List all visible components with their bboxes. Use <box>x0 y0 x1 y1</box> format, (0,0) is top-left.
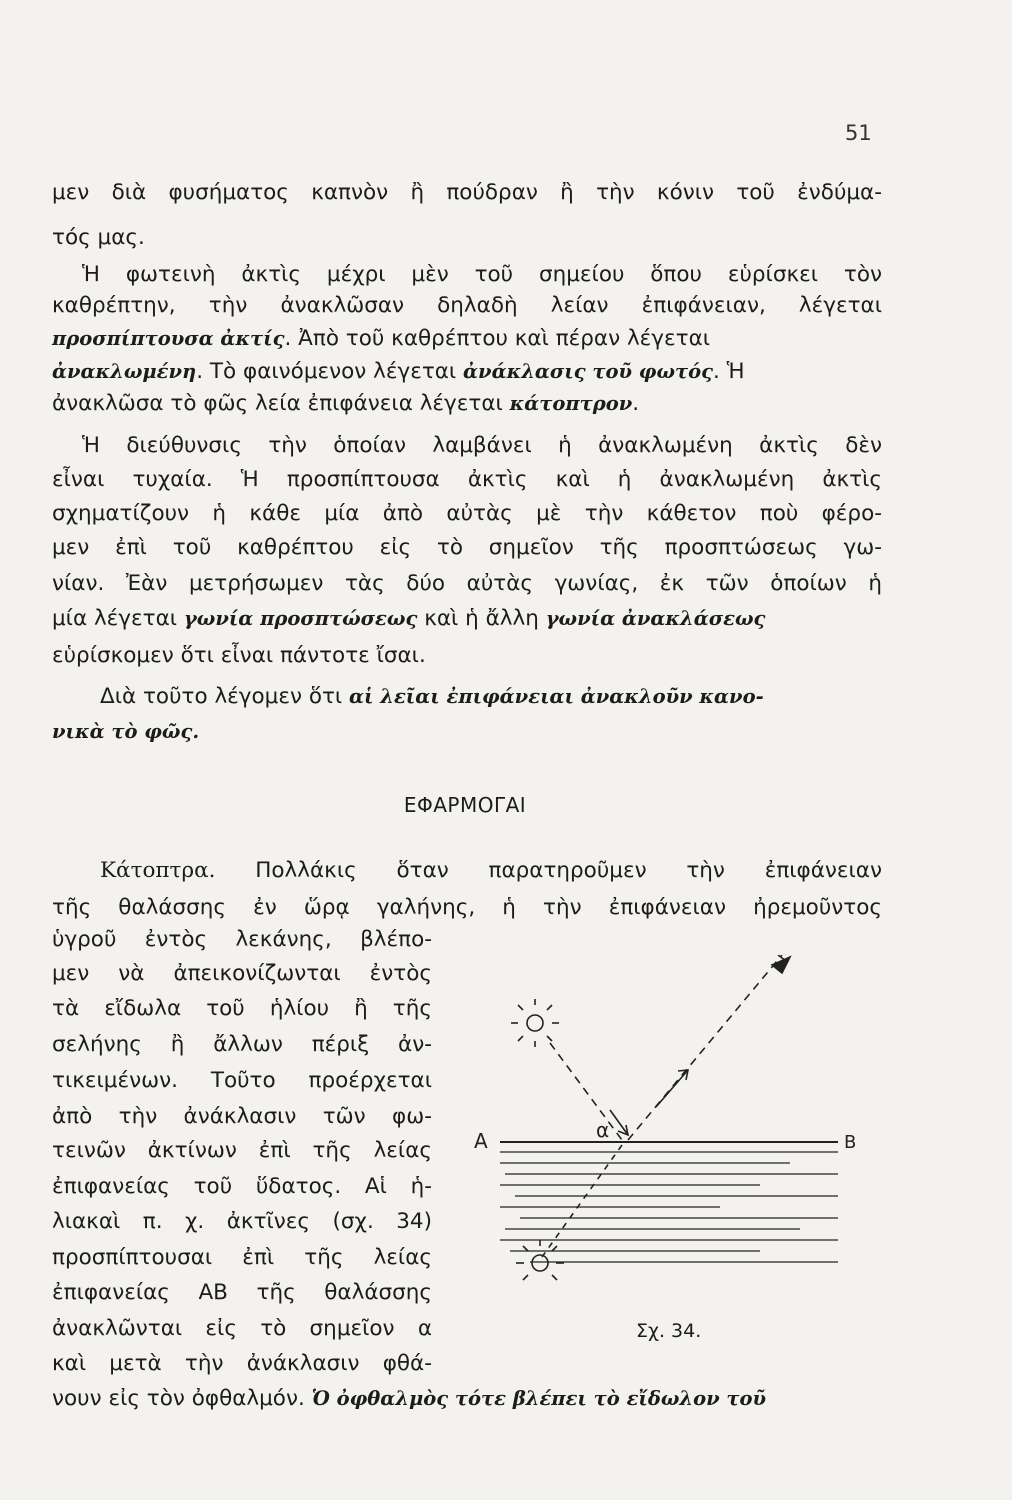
side-line-5: τικειμένων. Τοῦτο προέρχεται <box>52 1068 432 1093</box>
label-b: Β <box>844 1132 857 1153</box>
figure-caption: Σχ. 34. <box>636 1320 702 1342</box>
term-mirror: κάτοπτρον <box>509 392 633 415</box>
term-incident-ray: προσπίπτουσα ἀκτίς <box>52 327 285 350</box>
text-line-19-start: νουν εἰς τὸν ὀφθαλμόν. <box>52 1386 312 1411</box>
text-line-5-rest: . Ἀπὸ τοῦ καθρέπτου καὶ πέραν λέγεται <box>284 326 711 351</box>
text-line-15-start: Διὰ τοῦτο λέγομεν ὅτι <box>100 684 350 709</box>
text-line-6 <box>52 357 745 387</box>
text-line-11: μεν ἐπὶ τοῦ καθρέπτου εἰς τὸ σημεῖον τῆς προσπτώσεως γω- <box>52 535 882 560</box>
side-line-13: καὶ μετὰ τὴν ἀνάκλασιν φθά- <box>52 1351 432 1376</box>
side-line-1: ὑγροῦ ἐντὸς λεκάνης, βλέπο- <box>52 927 432 952</box>
text-line-19-emphasis: Ὁ ὀφθαλμὸς τότε βλέπει τὸ εἴδωλον τοῦ <box>311 1387 767 1410</box>
side-line-7: τεινῶν ἀκτίνων ἐπὶ τῆς λείας <box>52 1138 432 1163</box>
text-line-13-mid: καὶ ἡ ἄλλη <box>417 606 546 631</box>
text-line-8: Ἡ διεύθυνσις τὴν ὁποίαν λαμβάνει ἡ ἀνακλωμένη ἀκτὶς δὲν <box>82 433 882 458</box>
text-line-12: νίαν. Ἐὰν μετρήσωμεν τὰς δύο αὐτὰς γωνίας, ἐκ τῶν ὁποίων ἡ <box>52 571 882 596</box>
text-line-3: Ἡ φωτεινὴ ἀκτὶς μέχρι μὲν τοῦ σημείου ὅπου εὑρίσκει τὸν <box>82 262 882 287</box>
side-line-9: λιακαὶ π. χ. ἀκτῖνες (σχ. 34) <box>52 1209 432 1234</box>
text-line-2: τός μας. <box>52 225 145 250</box>
text-line-15 <box>100 682 764 712</box>
figure-34 <box>460 955 890 1285</box>
text-line-13 <box>52 604 765 634</box>
sun-image-icon <box>516 1240 564 1280</box>
term-reflection-of-light: ἀνάκλασις τοῦ φωτός <box>463 360 714 383</box>
law-statement: αἱ λεῖαι ἐπιφάνειαι ἀνακλοῦν κανο- <box>349 685 764 708</box>
text-line-7-end: . <box>632 391 640 416</box>
text-line-17 <box>100 856 882 886</box>
law-statement-end: νικὰ τὸ φῶς. <box>52 720 200 743</box>
term-angle-of-incidence: γωνία προσπτώσεως <box>183 607 418 630</box>
eye-icon <box>772 955 790 973</box>
text-line-18: τῆς θαλάσσης ἐν ὥρᾳ γαλήνης, ἡ τὴν ἐπιφάνειαν ἠρεμοῦντος <box>52 895 882 920</box>
text-line-4: καθρέπτην, τὴν ἀνακλῶσαν δηλαδὴ λείαν ἐπιφάνειαν, λέγεται <box>52 293 882 318</box>
side-line-12: ἀνακλῶνται εἰς τὸ σημεῖον α <box>52 1316 432 1341</box>
text-line-7 <box>52 389 639 419</box>
side-line-10: προσπίπτουσαι ἐπὶ τῆς λείας <box>52 1245 432 1270</box>
side-line-8: ἐπιφανείας τοῦ ὕδατος. Αἱ ἡ- <box>52 1174 432 1199</box>
text-line-6-end: . Ἡ <box>713 359 745 384</box>
sun-icon <box>511 999 559 1047</box>
text-line-14: εὑρίσκομεν ὅτι εἶναι πάντοτε ἴσαι. <box>52 643 426 668</box>
text-line-13-start: μία λέγεται <box>52 606 184 631</box>
term-reflected: ἀνακλωμένη <box>52 360 197 383</box>
text-line-10: σχηματίζουν ἡ κάθε μία ἀπὸ αὐτὰς μὲ τὴν κάθετον ποὺ φέρο- <box>52 501 882 526</box>
text-line-19 <box>52 1384 766 1414</box>
text-line-5 <box>52 324 710 354</box>
text-line-6-mid: . Τὸ φαινόμενον λέγεται <box>196 359 464 384</box>
label-a: Α <box>474 1129 488 1153</box>
page-number: 51 <box>845 121 872 145</box>
subsection-title: Κάτοπτρα. <box>100 858 216 883</box>
term-angle-of-reflection: γωνία ἀνακλάσεως <box>545 607 766 630</box>
side-line-6: ἀπὸ τὴν ἀνάκλασιν τῶν φω- <box>52 1104 432 1129</box>
side-line-4: σελήνης ἢ ἄλλων πέριξ ἀν- <box>52 1032 432 1057</box>
incident-ray <box>550 1043 622 1140</box>
text-line-1: μεν διὰ φυσήματος καπνὸν ἢ πούδραν ἢ τὴν κόνιν τοῦ ἐνδύμα- <box>52 180 882 205</box>
reflected-ray <box>628 955 782 1140</box>
reflection-diagram <box>460 955 890 1285</box>
side-line-2: μεν νὰ ἀπεικονίζωνται ἐντὸς <box>52 961 432 986</box>
text-line-9: εἶναι τυχαία. Ἡ προσπίπτουσα ἀκτὶς καὶ ἡ ἀνακλωμένη ἀκτὶς <box>52 467 882 492</box>
side-line-11: ἐπιφανείας ΑΒ τῆς θαλάσσης <box>52 1280 432 1305</box>
label-alpha: α <box>596 1118 610 1142</box>
text-line-7-start: ἀνακλῶσα τὸ φῶς λεία ἐπιφάνεια λέγεται <box>52 391 510 416</box>
side-line-3: τὰ εἴδωλα τοῦ ἡλίου ἢ τῆς <box>52 996 432 1021</box>
text-line-17-rest: Πολλάκις ὅταν παρατηροῦμεν τὴν ἐπιφάνειαν <box>215 858 882 883</box>
text-line-16 <box>52 717 199 747</box>
section-heading: ΕΦΑΡΜΟΓΑΙ <box>403 793 527 817</box>
